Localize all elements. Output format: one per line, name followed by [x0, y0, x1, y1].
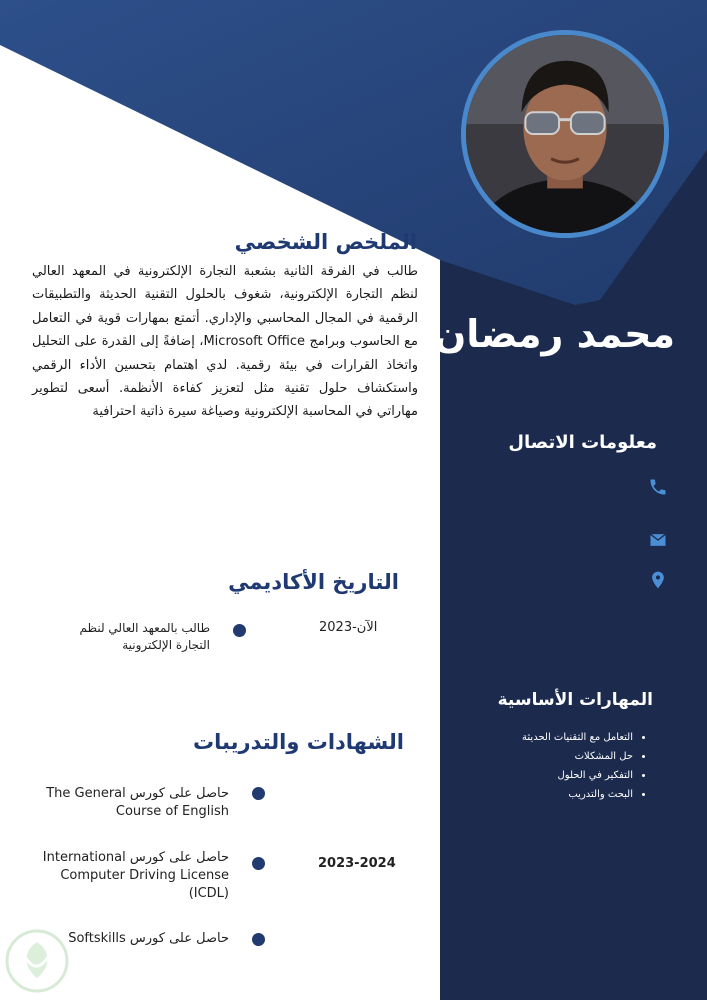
summary-title: الملخص الشخصي: [234, 230, 417, 254]
timeline-bullet: [252, 787, 265, 800]
summary-text: طالب في الفرقة الثانية بشعبة التجارة الإلكترونية في المعهد العالي لنظم التجارة الإلكترونية، شغوف بالحلول التقنية الحديثة والتطبيقات الرقمية في المجال المحاسبي والإداري. أتمتع بمهارات قوية في التعامل مع الحاسوب وبرامج Microsoft Office، إضافةً إلى القدرة على التحليل واتخاذ القرارات في بيئة رقمية. لدي اهتمام بتحسين الأداء الرقمي واستكشاف حلول تقنية مثل لتعزيز كفاءة الأنظمة. أسعى لتطوير مهاراتي في المحاسبة الإلكترونية وصياغة سيرة ذاتية احترافية: [32, 264, 418, 420]
certificates-year: 2023-2024: [318, 856, 396, 871]
watermark-logo: [4, 928, 70, 994]
email-icon: [648, 530, 668, 550]
skill-item: • حل المشكلات: [522, 747, 633, 766]
certificate-item-softskills: حاصل على كورس Softskills: [68, 931, 229, 946]
certificate-item-icdl: حاصل على كورس International Computer Driving License (ICDL): [42, 850, 229, 901]
academic-title: التاريخ الأكاديمي: [228, 570, 399, 594]
skills-list: [522, 728, 649, 804]
skill-item: • التعامل مع التقنيات الحديثة: [522, 728, 633, 747]
academic-entry-text: طالب بالمعهد العالي لنظم التجارة الإلكترونية: [79, 621, 210, 652]
person-name: محمد رمضان: [433, 312, 675, 356]
academic-year: 2023-الآن: [319, 620, 378, 635]
skill-item: • التفكير في الحلول: [522, 766, 633, 785]
certificate-item-english: حاصل على كورس The General Course of English: [46, 786, 229, 819]
skill-item: • البحث والتدريب: [522, 785, 633, 804]
location-icon: [648, 570, 668, 590]
skills-title: المهارات الأساسية: [497, 690, 653, 710]
contact-title: معلومات الاتصال: [508, 432, 657, 453]
phone-icon: [648, 477, 668, 497]
timeline-bullet: [233, 624, 246, 637]
timeline-bullet: [252, 933, 265, 946]
timeline-bullet: [252, 857, 265, 870]
profile-photo: [461, 30, 669, 238]
certificates-title: الشهادات والتدريبات: [193, 730, 404, 754]
